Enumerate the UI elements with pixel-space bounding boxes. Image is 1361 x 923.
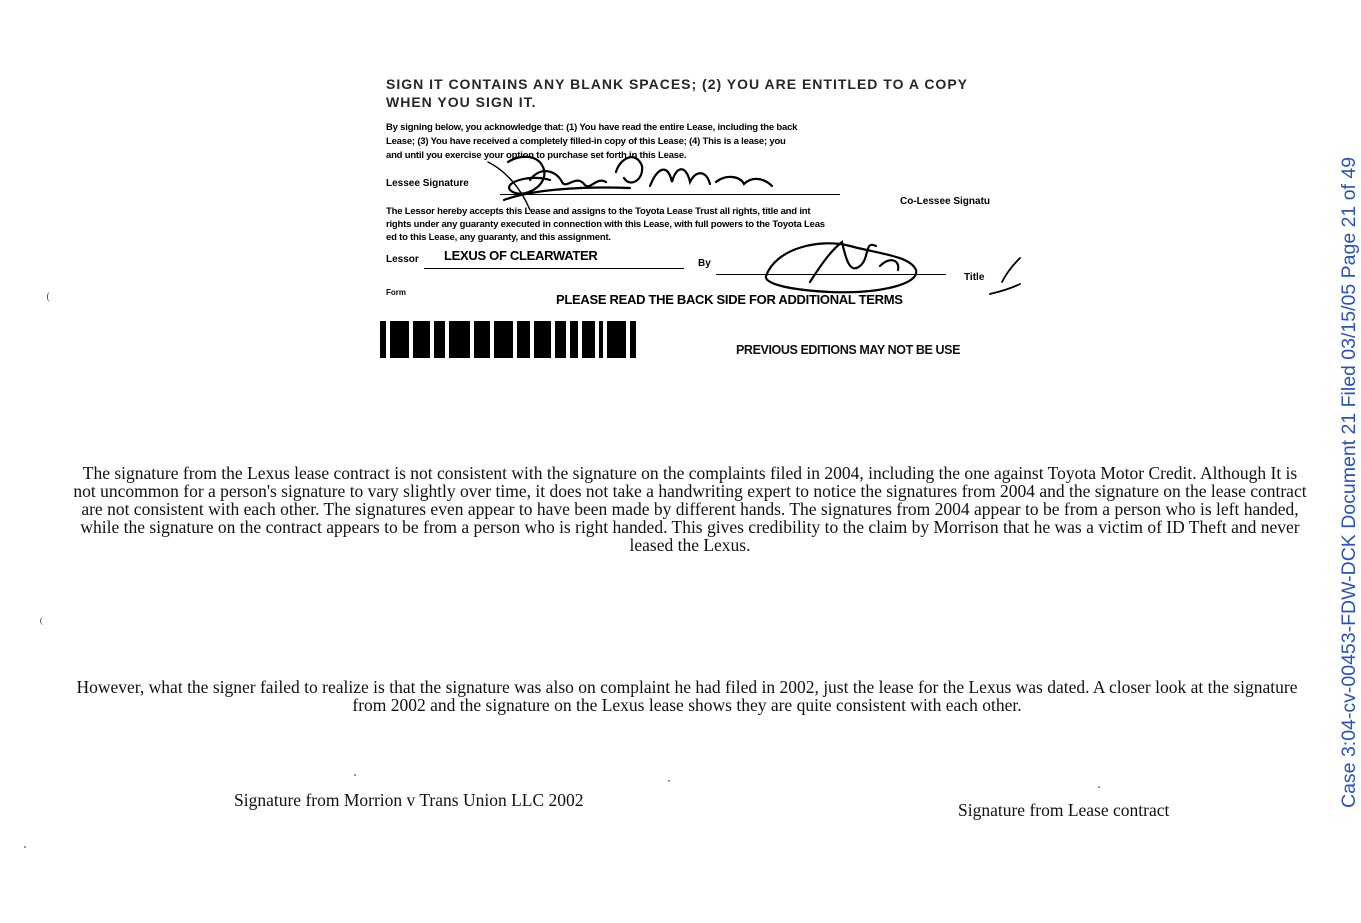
paragraph-signature-inconsistency: The signature from the Lexus lease contract is not consistent with the signature on the complaints filed in 2004, including the one against Toyota Motor Credit. Although It is not uncommon for a person's signature to vary slightly over time, it does not take a handwriting expert to notice the signatures from 2004 and the signature on the lease contract are not consistent with each other. The signatures even appear to have been made by different hands. The signatures from 2004 appear to be from a person who is left handed, while the signature on the contract appears to be from a person who is right handed. This gives credibility to the claim by Morrison that he was a victim of ID Theft and never leased the Lexus. [73,463,1307,555]
scan-dot [354,774,356,776]
paragraph-signature-consistency: However, what the signer failed to realize is that the signature was also on complaint he had filed in 2002, just the lease for the Lexus was dated. A closer look at the signature from 2002 and the signature on the Lexus lease shows they are quite consistent with each other. [76,677,1298,715]
lessor-name: LEXUS OF CLEARWATER [444,248,598,263]
assign-line-2: rights under any guaranty executed in connection with this Lease, with full powers to the Toyota Leas [386,219,825,230]
court-filing-stamp-text: Case 3:04-cv-00453-FDW-DCK Document 21 Filed 03/15/05 Page 21 of 49 [1338,156,1360,808]
lease-header-line-2: WHEN YOU SIGN IT. [386,94,537,110]
assign-line-3: ed to this Lease, any guaranty, and this assignment. [386,232,611,243]
assign-line-1: The Lessor hereby accepts this Lease and assigns to the Toyota Lease Trust all rights, title and int [386,206,811,217]
ack-line-3: and until you exercise your option to purchase set forth in this Lease. [386,150,687,161]
previous-editions-notice: PREVIOUS EDITIONS MAY NOT BE USE [736,343,961,357]
caption-lease-signature: Signature from Lease contract [958,800,1170,820]
lessee-signature-label: Lessee Signature [386,178,469,189]
lessor-label: Lessor [386,254,419,265]
barcode [380,321,636,358]
co-lessee-label: Co-Lessee Signatu [900,196,991,207]
scan-dot [1098,786,1100,788]
back-side-notice: PLEASE READ THE BACK SIDE FOR ADDITIONAL TERMS [556,292,903,307]
scan-dot [24,846,26,848]
caption-2002-signature: Signature from Morrion v Trans Union LLC 2002 [234,790,584,810]
scan-speck [47,292,51,302]
ack-line-2: Lease; (3) You have received a completely filled-in copy of this Lease; (4) This is a lease; you [386,136,786,147]
by-label: By [698,258,711,269]
form-label: Form [386,288,406,297]
title-label: Title [964,272,985,283]
lease-header-line-1: SIGN IT CONTAINS ANY BLANK SPACES; (2) YOU ARE ENTITLED TO A COPY [386,76,969,92]
scan-speck [40,617,44,625]
ack-line-1: By signing below, you acknowledge that: (1) You have read the entire Lease, including the back [386,122,798,133]
scan-dot [668,780,670,782]
